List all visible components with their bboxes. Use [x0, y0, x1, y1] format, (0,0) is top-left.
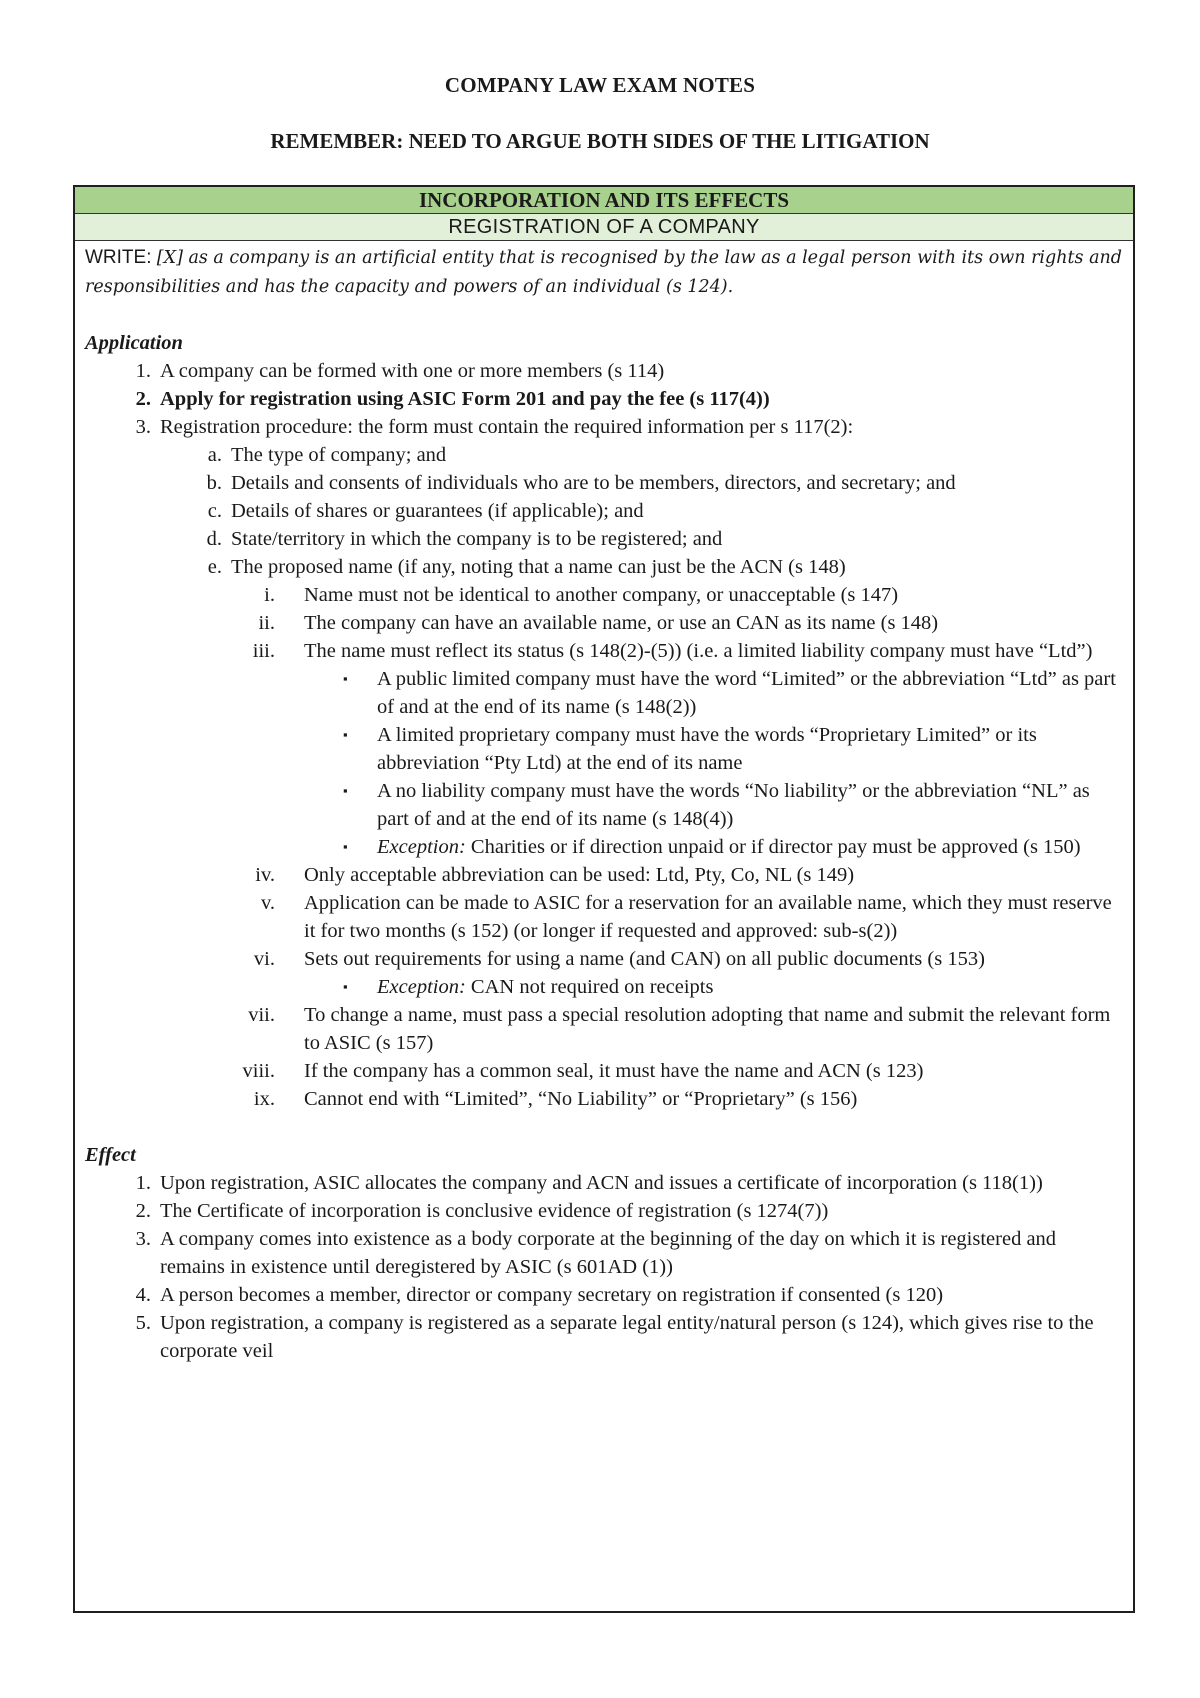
roman-list-item: vi. Sets out requirements for using a name (and CAN) on all public documents (s 153) [253, 948, 985, 970]
application-heading: Application [85, 332, 183, 354]
write-paragraph [85, 243, 1125, 301]
sub-list-item: a. The type of company; and [207, 444, 447, 466]
bullet-item: ▪ A no liability company must have the words “No liability” or the abbreviation “NL” as part of and at the end of its name (s 148(4)) [85, 777, 1125, 833]
bullet-icon: ▪ [343, 671, 348, 686]
table-content [75, 241, 1133, 1365]
bullet-icon: ▪ [343, 839, 348, 854]
roman-list-item: iii. The name must reflect its status (s 148(2)-(5)) (i.e. a limited liability company must have “Ltd”) [252, 640, 1093, 662]
list-item: 3. A company comes into existence as a body corporate at the beginning of the day on which it is registered and remains in existence until deregistered by ASIC (s 601AD (1)) [135, 1228, 1057, 1278]
roman-list-item: ii. The company can have an available name, or use an CAN as its name (s 148) [258, 612, 939, 634]
list-item: 1. Upon registration, ASIC allocates the company and ACN and issues a certificate of incorporation (s 118(1)) [135, 1172, 1043, 1194]
notes-table [73, 185, 1135, 1613]
reminder-heading: REMEMBER: NEED TO ARGUE BOTH SIDES OF THE LITIGATION [270, 129, 930, 153]
effect-heading: Effect [85, 1144, 136, 1166]
bullet-icon: ▪ [343, 727, 348, 742]
table-header: INCORPORATION AND ITS EFFECTS [75, 187, 1133, 214]
sub-list-item: c. Details of shares or guarantees (if applicable); and [207, 500, 644, 522]
table-subheader: REGISTRATION OF A COMPANY [75, 214, 1133, 241]
sub-list-item: e. The proposed name (if any, noting that a name can just be the ACN (s 148) [207, 556, 846, 578]
bullet-item: ▪ A limited proprietary company must have the words “Proprietary Limited” or its abbreviation “Pty Ltd) at the end of its name [85, 721, 1125, 777]
bullet-item: ▪ A public limited company must have the word “Limited” or the abbreviation “Ltd” as part of and at the end of its name (s 148(2)) [85, 665, 1125, 721]
roman-list-item: iv. Only acceptable abbreviation can be used: Ltd, Pty, Co, NL (s 149) [255, 864, 855, 886]
bullet-icon: ▪ [343, 783, 348, 798]
bullet-icon: ▪ [343, 979, 348, 994]
roman-list-item: i. Name must not be identical to another company, or unacceptable (s 147) [264, 584, 899, 606]
page-title: COMPANY LAW EXAM NOTES [444, 73, 756, 97]
roman-list-item: ix. Cannot end with “Limited”, “No Liability” or “Proprietary” (s 156) [253, 1088, 858, 1110]
bullet-item: ▪ Exception: Charities or if direction unpaid or if director pay must be approved (s 150) [85, 833, 1125, 861]
roman-list-item: viii. If the company has a common seal, it must have the name and ACN (s 123) [242, 1060, 924, 1082]
list-item: 2. Apply for registration using ASIC Form 201 and pay the fee (s 117(4)) [135, 388, 770, 410]
list-item: 2. The Certificate of incorporation is conclusive evidence of registration (s 1274(7)) [135, 1200, 829, 1222]
list-item: 5. Upon registration, a company is registered as a separate legal entity/natural person (s 124), which gives rise to the corporate veil [135, 1312, 1094, 1362]
bullet-item: ▪ Exception: CAN not required on receipts [85, 973, 1125, 1001]
list-item: 3. Registration procedure: the form must contain the required information per s 117(2): [135, 416, 854, 438]
write-text: [X] as a company is an artificial entity that is recognised by the law as a legal person with its own rights and responsibilities and has the capacity and powers of an individual (s 124). [85, 248, 1122, 297]
roman-list-item: v. Application can be made to ASIC for a reservation for an available name, which they must reserve it for two months (s 152) (or longer if requested and approved: sub-s(2)) [260, 892, 1112, 942]
write-label: WRITE: [85, 247, 157, 268]
roman-list-item: vii. To change a name, must pass a special resolution adopting that name and submit the relevant form to ASIC (s 157) [248, 1004, 1111, 1054]
list-item: 4. A person becomes a member, director or company secretary on registration if consented (s 120) [135, 1284, 944, 1306]
sub-list-item: b. Details and consents of individuals who are to be members, directors, and secretary; and [206, 472, 956, 494]
list-item: 1. A company can be formed with one or more members (s 114) [135, 360, 665, 382]
sub-list-item: d. State/territory in which the company is to be registered; and [206, 528, 723, 550]
